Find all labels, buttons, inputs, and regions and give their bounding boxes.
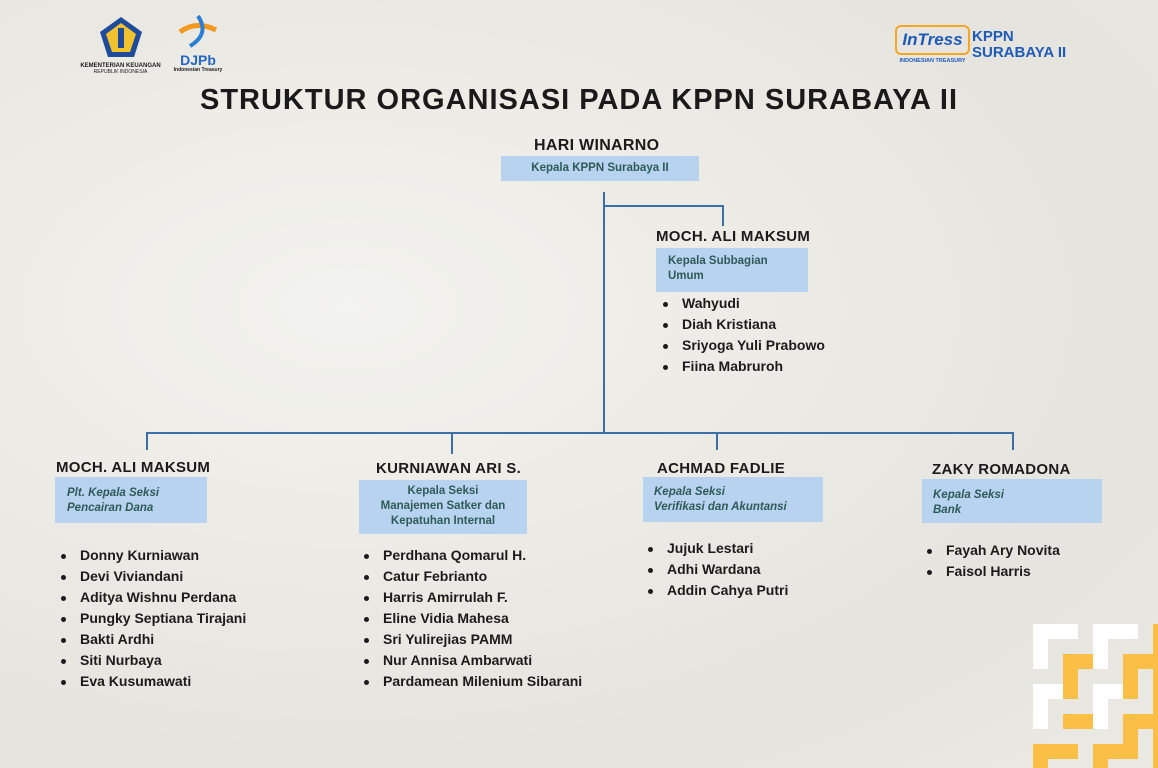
list-item: Jujuk Lestari [645,538,788,559]
step-pattern-icon [1033,624,1158,768]
list-item: Adhi Wardana [645,559,788,580]
list-item: Eline Vidia Mahesa [361,608,582,629]
intress-wordmark: InTress [895,25,970,55]
list-item: Catur Febrianto [361,566,582,587]
section-name: ACHMAD FADLIE [657,460,786,477]
list-item: Siti Nurbaya [58,650,246,671]
head-name: HARI WINARNO [534,137,660,154]
connector-line [1012,432,1014,450]
list-item: Addin Cahya Putri [645,580,788,601]
section-role-box [359,480,527,534]
kemenkeu-logo [78,16,163,75]
section-staff-list [58,545,246,692]
list-item: Devi Viviandani [58,566,246,587]
kemenkeu-text: KEMENTERIAN KEUANGAN [80,63,161,69]
section-role: Plt. Kepala Seksi [67,487,160,499]
section-name: MOCH. ALI MAKSUM [56,459,211,476]
section-role-box [922,479,1102,523]
kemenkeu-subtext: REPUBLIK INDONESIA [93,69,148,75]
connector-line [603,205,724,207]
kppn-line2: SURABAYA II [972,44,1067,61]
kppn-line1: KPPN [972,28,1014,45]
section-role: Kepala Seksi [933,489,1004,501]
section-staff-list [361,545,582,692]
section-role: Kepatuhan Internal [390,515,496,527]
list-item: Fayah Ary Novita [924,540,1060,561]
section-staff-list [645,538,788,601]
intress-subtext: INDONESIAN TREASURY [899,58,966,64]
list-item: Harris Amirrulah F. [361,587,582,608]
intress-logo [895,25,970,64]
kemenkeu-emblem-icon [99,16,143,58]
subbag-role-box [656,248,808,292]
list-item: Eva Kusumawati [58,671,246,692]
decorative-step-pattern [1033,624,1158,768]
connector-line [716,432,718,450]
list-item: Aditya Wishnu Perdana [58,587,246,608]
section-role: Kepala Seksi [407,485,479,497]
djpb-subtext: Indonesian Treasury [173,67,223,73]
section-role: Bank [933,504,962,516]
list-item: Diah Kristiana [660,314,825,335]
section-role: Kepala Seksi [654,486,725,498]
subbag-name: MOCH. ALI MAKSUM [656,228,811,245]
list-item: Faisol Harris [924,561,1060,582]
kppn-logo-text [972,29,1066,61]
head-role-box [501,156,699,181]
list-item: Donny Kurniawan [58,545,246,566]
subbag-staff-list [660,293,825,377]
section-role-box [55,477,207,523]
connector-line [146,432,148,450]
list-item: Bakti Ardhi [58,629,246,650]
list-item: Fiina Mabruroh [660,356,825,377]
connector-line [722,205,724,226]
head-role: Kepala KPPN Surabaya II [531,162,669,174]
djpb-text: DJPb [180,52,216,68]
section-role: Verifikasi dan Akuntansi [654,501,787,513]
list-item: Pungky Septiana Tirajani [58,608,246,629]
list-item: Perdhana Qomarul H. [361,545,582,566]
connector-line [146,432,1014,434]
connector-line [451,432,453,454]
section-role: Manajemen Satker dan [380,500,506,512]
section-name: KURNIAWAN ARI S. [376,460,522,477]
djpb-emblem-icon [176,14,220,48]
section-staff-list [924,540,1060,582]
list-item: Wahyudi [660,293,825,314]
subbag-role: Kepala Subbagian Umum [668,255,768,282]
section-role: Pencairan Dana [67,502,154,514]
list-item: Pardamean Milenium Sibarani [361,671,582,692]
djpb-logo [170,14,226,73]
section-name: ZAKY ROMADONA [932,461,1071,478]
section-role-box [643,477,823,522]
page-title: STRUKTUR ORGANISASI PADA KPPN SURABAYA II [199,84,959,116]
list-item: Nur Annisa Ambarwati [361,650,582,671]
list-item: Sriyoga Yuli Prabowo [660,335,825,356]
connector-line [603,192,605,433]
list-item: Sri Yulirejias PAMM [361,629,582,650]
